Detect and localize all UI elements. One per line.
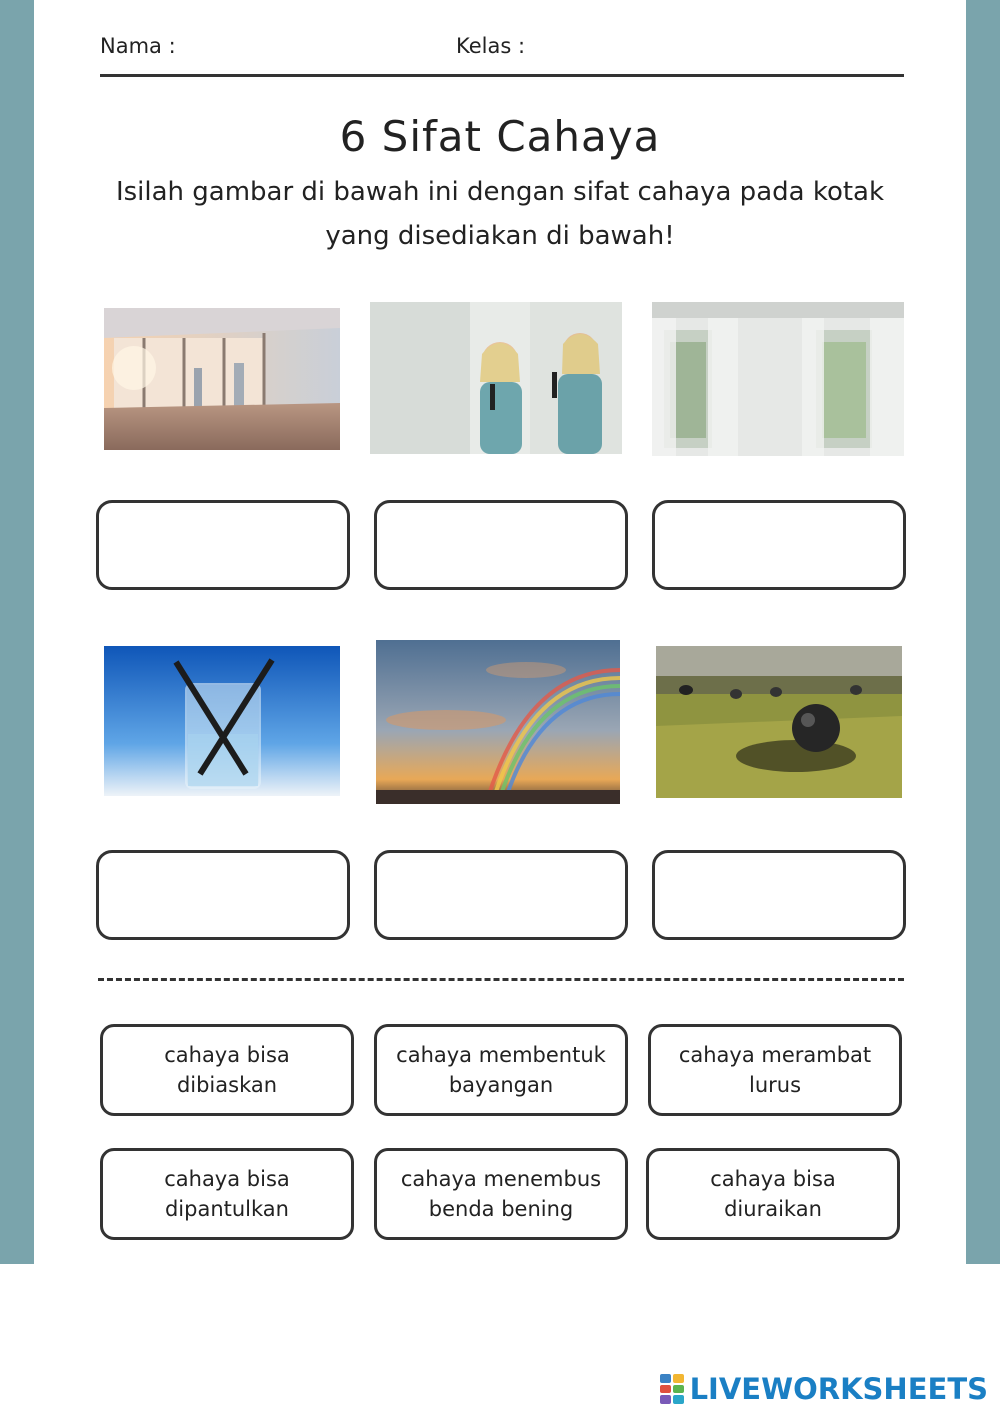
- rainbow-photo: [376, 640, 620, 804]
- option-card-4[interactable]: cahaya bisa dipantulkan: [100, 1148, 354, 1240]
- dashed-separator: [98, 978, 904, 981]
- answer-box-2[interactable]: [374, 500, 628, 590]
- option-card-5[interactable]: cahaya menembus benda bening: [374, 1148, 628, 1240]
- answer-box-6[interactable]: [652, 850, 906, 940]
- option-card-6[interactable]: cahaya bisa diuraikan: [646, 1148, 900, 1240]
- liveworksheets-logo[interactable]: [660, 1372, 988, 1406]
- liveworksheets-logo-icon: [660, 1374, 684, 1404]
- curtain-window-photo: [652, 302, 904, 456]
- page-title: 6 Sifat Cahaya: [339, 112, 661, 161]
- class-label: Kelas :: [456, 34, 526, 58]
- glass-pencils-photo: [104, 646, 340, 796]
- option-card-1[interactable]: cahaya bisa dibiaskan: [100, 1024, 354, 1116]
- header-underline: [100, 74, 904, 77]
- liveworksheets-logo-text: LIVEWORKSHEETS: [689, 1372, 988, 1406]
- answer-box-1[interactable]: [96, 500, 350, 590]
- room-window-photo: [104, 308, 340, 450]
- answer-box-5[interactable]: [374, 850, 628, 940]
- girl-mirror-photo: [370, 302, 622, 454]
- instruction-line-1: Isilah gambar di bawah ini dengan sifat cahaya pada kotak: [115, 177, 885, 207]
- right-side-bar: [966, 0, 1000, 1264]
- instruction: [90, 170, 910, 258]
- ball-shadow-photo: [656, 646, 902, 798]
- option-card-2[interactable]: cahaya membentuk bayangan: [374, 1024, 628, 1116]
- answer-box-3[interactable]: [652, 500, 906, 590]
- option-card-3[interactable]: cahaya merambat lurus: [648, 1024, 902, 1116]
- instruction-line-2: yang disediakan di bawah!: [325, 221, 675, 251]
- name-label: Nama :: [100, 34, 176, 58]
- answer-box-4[interactable]: [96, 850, 350, 940]
- left-side-bar: [0, 0, 34, 1264]
